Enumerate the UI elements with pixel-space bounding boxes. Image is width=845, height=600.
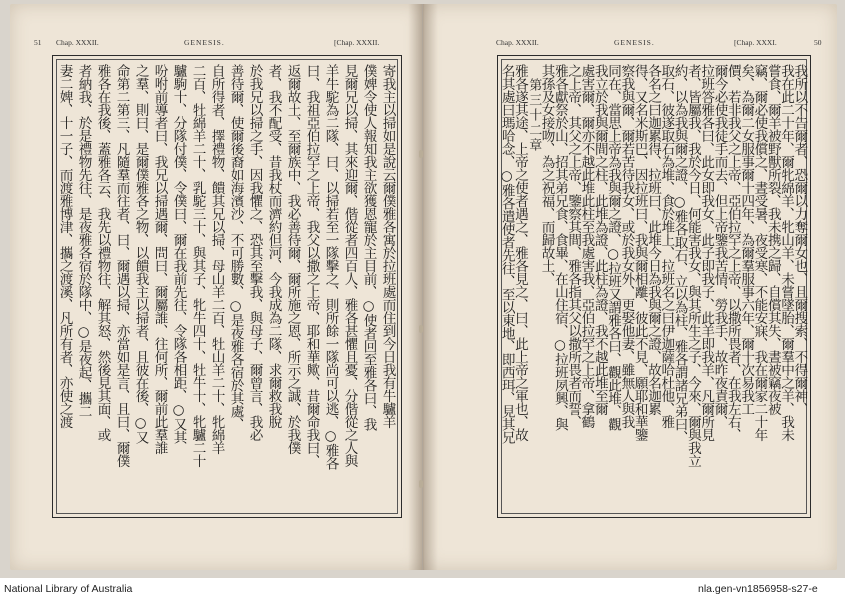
left-text-column: 見爾兄以掃、其來迎爾、偕從者四百人、雅各甚懼且憂、分偕從之人與 [341, 64, 358, 467]
left-running-title: GENESIS. [184, 38, 225, 47]
left-text-column: 吩咐前導者曰、我兄以掃遇爾、問曰、爾屬誰、往何所、爾前此羣誰 [151, 64, 168, 454]
right-text-column: 取石、彼遂取石為堆、食於堆上、拉班名之曰伊迦薩哈杜他、雅 [658, 64, 675, 428]
right-text-column: 處害爾、爾亦不越此堆此柱至我處害我、亞伯拉罕之上帝、拿鶴 [578, 64, 595, 428]
right-text-column: 察我與爾、爾若苦待我女、或於我女外、更娶他妻、雖無人與我 [618, 64, 635, 428]
right-text-column: 嘗食、爾羊被野獸所裂、我未携之歸、自償其失、晝被竊夜被 [764, 64, 781, 415]
right-text-block [497, 55, 811, 518]
right-text-column: 其孫及女接吻、為之祝福、而歸故土、 [538, 64, 555, 285]
right-text-column: 我在此二十年、爾牝綿羊、牝山羊、未嘗墜胎、爾羣中之羊、我未 [778, 64, 795, 441]
left-page-number: 51 [34, 38, 42, 47]
left-text-column: 者納我、於是禮物先往、是夜雅各宿於隊中、○是夜起、攜二 [75, 64, 92, 418]
right-text-column: 我立於我與爾間之柱、此堆為證、此柱為證、我不越此堆至爾 [591, 64, 608, 415]
left-text-inner [56, 59, 398, 514]
right-text-column: 同在、當思上帝為我與爾之證、○拉班又謂雅各曰、觀此堆、觀 [605, 64, 622, 431]
left-text-column: 之羣、則曰、是爾僕雅各之物、以饋我主以掃者、且彼在後、○又 [132, 64, 149, 444]
right-text-column: 名其處曰瑪哈念、○雅各遣使者先往、至以東地、即西珥、見其兄 [498, 64, 515, 444]
right-text-column: 我所以不告爾者、恐爾以力奪爾女也、且爾搜索、不得爾神、 [791, 64, 808, 415]
footer-identifier: nla.gen-vn1856958-s27-e [698, 583, 818, 595]
right-text-column: 者、皆屬我、我於今日、何能害我女、與其所生之子、今來、爾與我立 [684, 64, 701, 467]
left-text-column: 僕婢令使人報知我主欲獲恩寵於主目前、○使者回至雅各曰、我 [360, 64, 377, 431]
right-text-column: 價、若非我父之上帝、亞伯拉罕之上帝、以撒所畏者、在我左右、 [724, 64, 741, 441]
left-text-column: 妻二婢、十一子、而渡雅博津、攜之渡溪、凡所有者、亦使之渡 [56, 64, 73, 428]
left-text-column: 雅各在我後、蓋雅各云、我先以禮物往、解其怒、然後見其面、或 [94, 64, 111, 441]
right-page-header [496, 38, 826, 52]
right-text-column: 雅各遂其途、上帝之使者遇之、雅各見之、曰、此上帝之軍也、故 [511, 64, 528, 441]
right-chapter-label: Chap. XXXII. [496, 38, 539, 47]
left-chapter-label-right: [Chap. XXXII. [334, 38, 380, 47]
binding-thread [419, 325, 423, 333]
book-gutter [408, 4, 438, 570]
right-page-number: 50 [814, 38, 822, 47]
left-text-column: 於我兄以掃之手、因我懼之、恐其至擊我、與母子、爾曾言、我必 [246, 64, 263, 441]
right-text-column: 得、又名米斯巴、因拉班曰、我與爾相離、彼此不見、願耶和華鑒 [631, 64, 648, 441]
right-text-column: 第三十二章 [526, 78, 542, 153]
right-text-column: 各名之曰迦累得、拉班曰、此堆今日為我與爾之證、故名迦累 [645, 64, 661, 415]
right-text-column: 之上帝、其父之上帝、鑒察其間、雅各指其父以撒所畏者而誓、 [565, 64, 582, 428]
left-text-column: 者、我不配受、昔我杖而濟約但河、今我成為二隊、求爾救我脫 [265, 64, 282, 428]
left-text-column: 自所得者、擇禮物、饋其兄以掃、母山羊二百、牡山羊二十、牝綿羊 [208, 64, 225, 454]
left-text-column: 返爾故土、至爾族中、我必善待爾、爾所施之恩、所示之誠、於我僕 [284, 64, 301, 454]
right-text-column: 雅各獻祭於山、招其弟兄食、食畢、在山住宿、○拉班夙興、與 [551, 64, 568, 431]
footer-bar [0, 578, 845, 600]
left-text-column: 善待爾、使爾後裔如海濱沙、不可勝數、○是夜雅各宿於其處、 [227, 64, 244, 431]
right-text-column: 矣、為爾二女服事爾十四年、為爾羣服事六年、爾十次易我工 [738, 64, 755, 415]
left-text-column: 驢駒十、分隊付僕、令僕曰、爾在我前先往、令隊各相距、○又其 [170, 64, 187, 444]
binding-thread [419, 150, 423, 158]
right-chapter-label-right: [Chap. XXXI. [734, 38, 777, 47]
left-page-header [34, 38, 406, 52]
left-text-column: 二百、牡綿羊二十、乳駝三十、與其子、牝牛四十、牡牛十、牝驢二十 [189, 64, 206, 467]
left-text-column: 寄我主以掃如是說云爾僕雅各寓於拉班處而住到今日我有牛驢羊 [379, 64, 396, 428]
left-text-column: 命第二第三、凡隨羣而往者、曰、爾遇以掃、亦當如是言、且曰、爾僕 [113, 64, 130, 467]
left-text-block [52, 55, 402, 518]
binding-thread [419, 480, 423, 488]
right-text-column: 竊、爾必使我償之、晝受暑、夜受寒、不能安寐、我在爾家二十年 [751, 64, 768, 441]
right-text-column: 拉班答雅各曰、此女即我女、此子即我子、此羊即我羊、凡爾所見 [698, 64, 715, 441]
left-text-column: 曰、我祖亞伯拉罕之上帝、我父以撒之上帝、耶和華歟、昔爾命我曰、 [303, 64, 320, 467]
right-text-inner [498, 59, 808, 514]
footer-library: National Library of Australia [4, 583, 133, 595]
right-text-column: 爾今必使我徒手而去、但上帝鑒我苦情、勞我手、故昨夜責爾、 [711, 64, 728, 428]
right-running-title: GENESIS. [614, 38, 655, 47]
right-text-column: 約、以為我與爾之證、○雅各取石、立以為柱、雅各謂諸兄弟曰、 [671, 64, 688, 444]
left-chapter-label: Chap. XXXII. [56, 38, 99, 47]
left-text-column: 羊牛駝為二隊、曰、以掃若至一隊擊之、則所餘一隊尚可以逃、○雅各 [322, 64, 339, 470]
